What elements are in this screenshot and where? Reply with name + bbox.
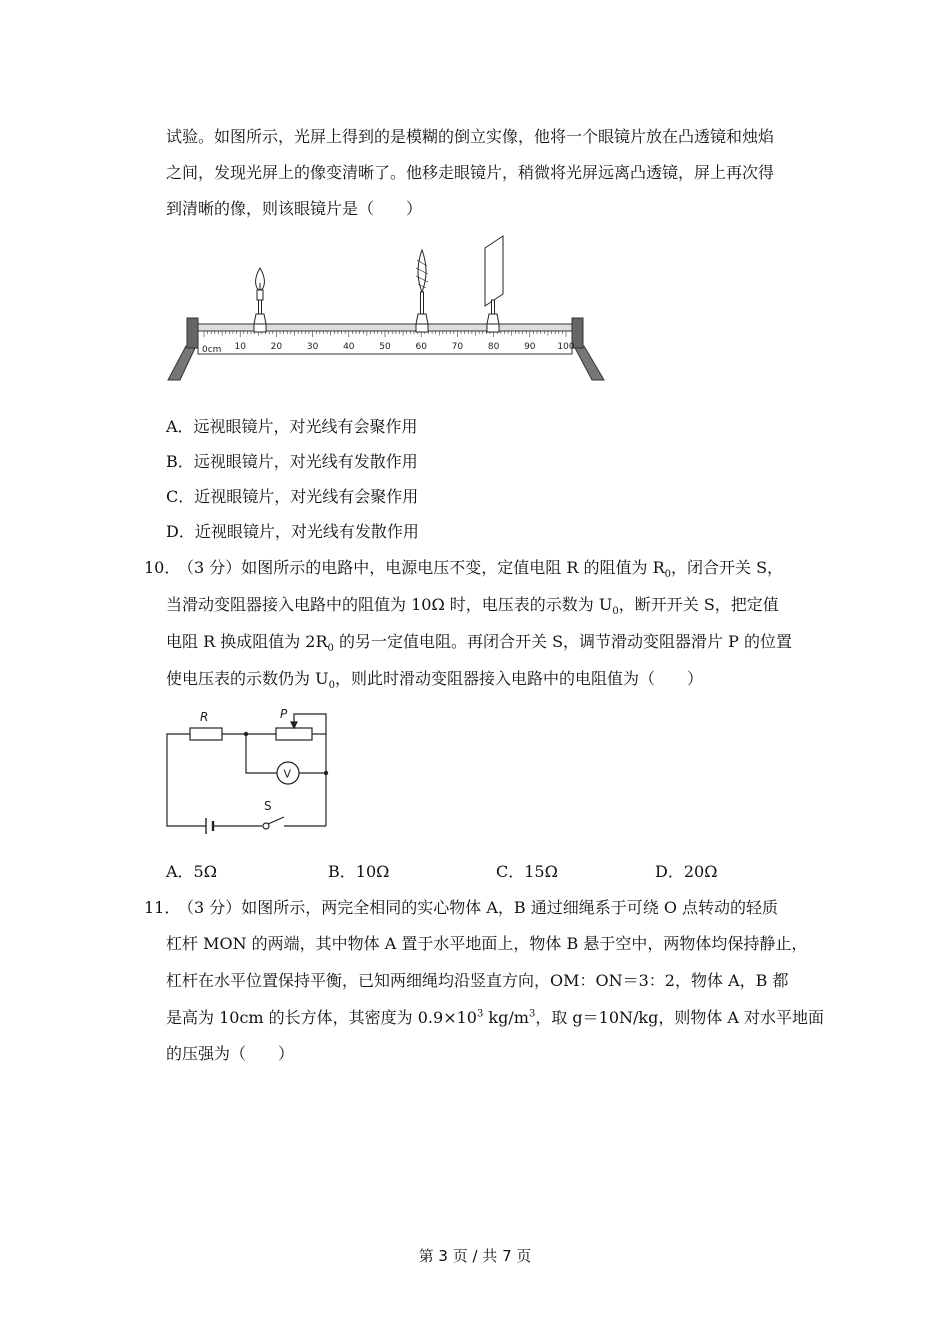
q9-text-line-3: 到清晰的像，则该眼镜片是（ ）	[166, 199, 423, 218]
q11-text-line-5: 的压强为（ ）	[166, 1044, 295, 1063]
resistor-r	[190, 728, 222, 740]
scale-tick-label: 70	[451, 342, 464, 352]
q9-option-c[interactable]: C．近视眼镜片，对光线有会聚作用	[166, 487, 419, 506]
label-p: P	[280, 707, 288, 721]
rheostat	[276, 728, 312, 740]
q10-option-c[interactable]: C．15Ω	[496, 862, 558, 881]
convex-lens	[416, 250, 428, 332]
scale-tick-label: 20	[270, 342, 283, 352]
bench-left-end	[187, 318, 198, 348]
q9-option-b[interactable]: B．远视眼镜片，对光线有发散作用	[166, 452, 418, 471]
optical-bench-figure	[160, 228, 610, 388]
q9-text-line-1: 试验。如图所示，光屏上得到的是模糊的倒立实像，他将一个眼镜片放在凸透镜和烛焰	[166, 127, 775, 146]
scale-tick-label: 10	[234, 342, 246, 352]
q11-text-line-2: 杠杆 MON 的两端，其中物体 A 置于水平地面上，物体 B 悬于空中，两物体均保持静止，	[166, 934, 808, 953]
q10-text-line-1: （3 分）如图所示的电路中，电源电压不变，定值电阻 R 的阻值为 $R_0$，闭合开关 S，	[178, 558, 784, 581]
label-s: S	[264, 799, 272, 813]
q10-text-line-2: 当滑动变阻器接入电路中的阻值为 10Ω 时，电压表的示数为 $U_0$，断开开关 S，把定值	[166, 595, 779, 618]
page-footer: 第 3 页 / 共 7 页	[418, 1247, 532, 1265]
q10-text-line-4: 使电压表的示数仍为 $U_0$，则此时滑动变阻器接入电路中的电阻值为（ ）	[166, 669, 703, 692]
scale-tick-label: 60	[415, 342, 427, 352]
bench-right-leg	[574, 346, 604, 380]
scale-unit-label: 0cm	[202, 345, 222, 355]
label-r: R	[200, 710, 209, 724]
q11-number: 11．	[144, 898, 181, 917]
scale-tick-label: 100	[557, 342, 575, 352]
candle	[254, 268, 266, 332]
scale-tick-label: 80	[487, 342, 500, 352]
scale-tick-label: 90	[524, 342, 536, 352]
wire-left	[167, 734, 206, 826]
circuit-figure	[160, 702, 340, 837]
q10-option-b[interactable]: B．10Ω	[328, 862, 390, 881]
scale-tick-label: 40	[343, 342, 355, 352]
q11-text-line-1: （3 分）如图所示，两完全相同的实心物体 A，B 通过细绳系于可绕 O 点转动的轻质	[178, 898, 779, 917]
q9-option-d[interactable]: D．近视眼镜片，对光线有发散作用	[166, 522, 419, 541]
q11-text-line-3: 杠杆在水平位置保持平衡，已知两细绳均沿竖直方向，OM：ON＝3：2，物体 A，B 都	[166, 971, 789, 990]
bench-left-leg	[168, 346, 196, 380]
scale-tick-label: 50	[379, 342, 391, 352]
q10-number: 10．	[144, 558, 181, 577]
switch-blade	[268, 817, 284, 824]
screen-panel	[485, 236, 503, 306]
candle-body	[257, 290, 263, 300]
q9-text-line-2: 之间，发现光屏上的像变清晰了。他移走眼镜片，稍微将光屏远离凸透镜，屏上再次得	[166, 163, 775, 182]
q10-text-line-3: 电阻 R 换成阻值为 $2R_0$ 的另一定值电阻。再闭合开关 S，调节滑动变阻器滑片 P 的位置	[166, 632, 792, 655]
q11-text-line-4: 是高为 10cm 的长方体，其密度为 $0.9\times 10^3$ $kg/m^3$，取 g＝10N/kg，则物体 A 对水平地面	[166, 1008, 825, 1027]
light-screen	[485, 236, 503, 332]
q9-option-a[interactable]: A．远视眼镜片，对光线有会聚作用	[166, 417, 418, 436]
q10-option-d[interactable]: D．20Ω	[655, 862, 718, 881]
q10-option-a[interactable]: A．5Ω	[166, 862, 218, 881]
label-v: V	[283, 767, 292, 781]
scale-tick-label: 30	[306, 342, 319, 352]
